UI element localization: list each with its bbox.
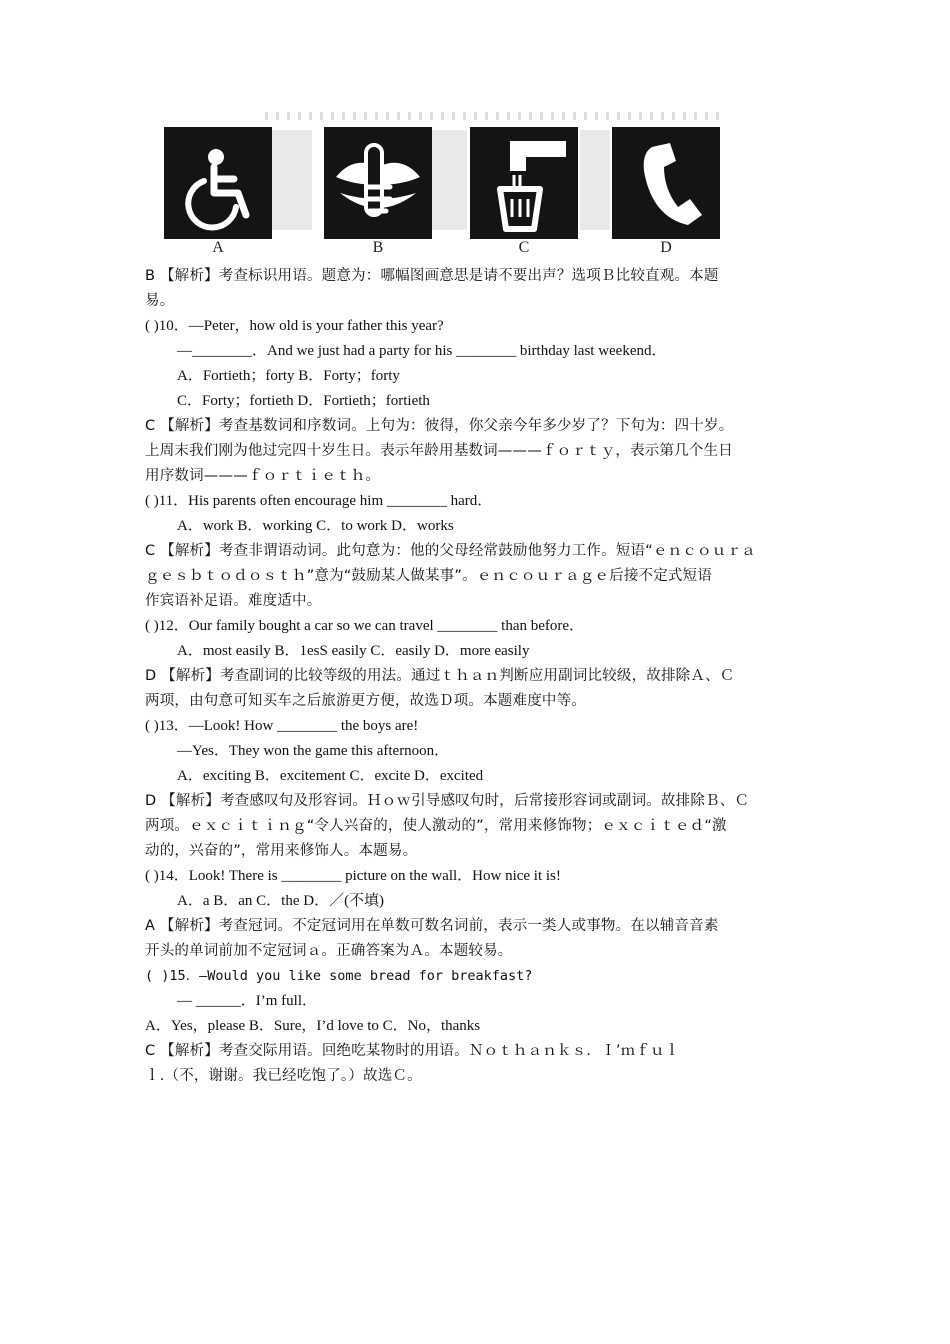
q10-analysis-line-3: 用序数词———ｆｏｒｔｉｅｔｈ。 (145, 468, 381, 484)
wheelchair-icon (164, 127, 272, 239)
q13-analysis-line-3: 动的，兴奋的”，常用来修饰人。本题易。 (145, 843, 418, 859)
q10-analysis-line-1: C 【解析】考查基数词和序数词。上句为：彼得，你父亲今年多少岁了？下句为：四十岁。 (145, 418, 734, 434)
q15-analysis-line-1: C 【解析】考查交际用语。回绝吃某物时的用语。Ｎｏｔｈａｎｋｓ．Ｉ’ｍｆｕｌ (145, 1043, 680, 1059)
q12-stem: ( )12．Our family bought a car so we can travel ________ than before． (145, 618, 585, 634)
sign-a-label: A (212, 239, 224, 256)
q12-options: A．most easily B．1esS easily C．easily D．more easily (177, 643, 530, 659)
q15-stem: ( )15．—Would you like some bread for breakfast? (145, 968, 533, 984)
q13-options: A．exciting B．excitement C．excite D．excited (177, 768, 484, 784)
scan-artifact (265, 112, 725, 120)
q9-analysis-line-1: B 【解析】考查标识用语。题意为：哪幅图画意思是请不要出声？选项Ｂ比较直观。本题 (145, 268, 719, 284)
sign-c-image (470, 127, 578, 239)
q11-analysis-line-1: C 【解析】考查非谓语动词。此句意为：他的父母经常鼓励他努力工作。短语“ｅｎｃｏｕｒａ (145, 543, 756, 559)
drinking-water-icon (470, 127, 578, 239)
q12-analysis-line-2: 两项，由句意可知买车之后旅游更方便，故选Ｄ项。本题难度中等。 (145, 693, 586, 709)
sign-images (160, 112, 725, 262)
scan-artifact (272, 130, 312, 230)
q11-stem: ( )11．His parents often encourage him ________ hard． (145, 493, 493, 509)
telephone-icon (612, 127, 720, 239)
sign-d-image (612, 127, 720, 239)
q14-options: A．a B．an C．the D．／(不填) (177, 893, 385, 909)
sign-c-label: C (518, 239, 530, 256)
q9-analysis-line-2: 易。 (145, 293, 175, 309)
sign-a-image (164, 127, 272, 239)
quiet-please-icon (324, 127, 432, 239)
q10-analysis-line-2: 上周末我们刚为他过完四十岁生日。表示年龄用基数词———ｆｏｒｔｙ，表示第几个生日 (145, 443, 733, 459)
q11-options: A．work B．working C．to work D．works (177, 518, 454, 534)
q15-reply: — ______．I’m full． (177, 993, 317, 1009)
q14-stem: ( )14．Look! There is ________ picture on the wall．How nice it is! (145, 868, 561, 884)
q13-reply: —Yes．They won the game this afternoon． (177, 743, 450, 759)
q11-analysis-line-2: ｇｅｓｂｔｏｄｏｓｔｈ”意为“鼓励某人做某事”。ｅｎｃｏｕｒａｇｅ后接不定式短语 (145, 568, 713, 584)
q10-reply: —________．And we just had a party for his ________ birthday last weekend． (177, 343, 667, 359)
q10-options-1: A．Fortieth；forty B．Forty；forty (177, 368, 400, 384)
q13-analysis-line-2: 两项。ｅｘｃｉｔｉｎｇ“令人兴奋的，使人激动的”，常用来修饰物；ｅｘｃｉｔｅｄ“激 (145, 818, 727, 834)
q10-stem: ( )10．—Peter，how old is your father this year? (145, 318, 444, 334)
scan-artifact (580, 130, 610, 230)
q13-analysis-line-1: D 【解析】考查感叹句及形容词。Ｈｏｗ引导感叹句时，后常接形容词或副词。故排除Ｂ、Ｃ (145, 793, 750, 809)
q14-analysis-line-2: 开头的单词前加不定冠词ａ。正确答案为Ａ。本题较易。 (145, 943, 513, 959)
q14-analysis-line-1: A 【解析】考查冠词。不定冠词用在单数可数名词前，表示一类人或事物。在以辅音音素 (145, 918, 719, 934)
q10-options-2: C．Forty；fortieth D．Fortieth；fortieth (177, 393, 430, 409)
q12-analysis-line-1: D 【解析】考查副词的比较等级的用法。通过ｔｈａｎ判断应用副词比较级，故排除Ａ、Ｃ (145, 668, 735, 684)
q11-analysis-line-3: 作宾语补足语。难度适中。 (145, 593, 322, 609)
sign-b-label: B (372, 239, 384, 256)
q15-options: A．Yes，please B．Sure，I’d love to C．No，thanks (145, 1018, 481, 1034)
q13-stem: ( )13．—Look! How ________ the boys are! (145, 718, 419, 734)
q15-analysis-line-2: ｌ.（不，谢谢。我已经吃饱了。）故选Ｃ。 (145, 1068, 422, 1084)
sign-d-label: D (660, 239, 672, 256)
sign-b-image (324, 127, 432, 239)
